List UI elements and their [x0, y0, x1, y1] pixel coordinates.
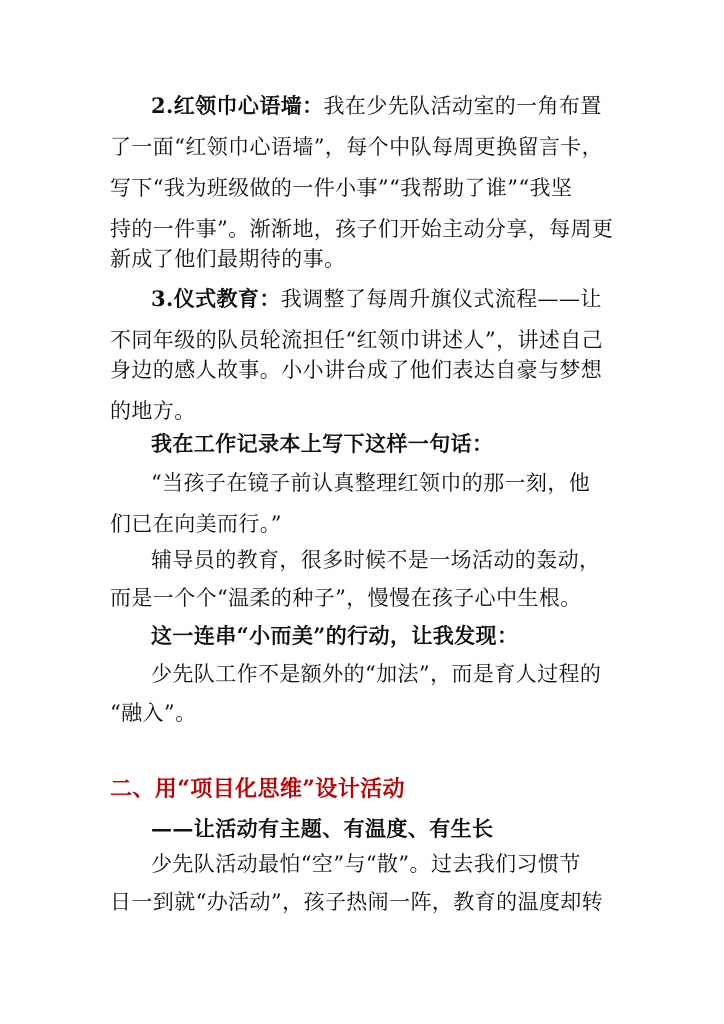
paragraph-line: 持的一件事”。渐渐地，孩子们开始主动分享，每周更 [110, 217, 614, 241]
paragraph-line: 日一到就“办活动”，孩子热闹一阵，教育的温度却转 [110, 890, 604, 914]
paragraph-line: 的地方。 [110, 399, 196, 423]
emphasis-line: 这一连串“小而美”的行动，让我发现： [151, 623, 519, 648]
paragraph-line: 少先队活动最怕“空”与“散”。过去我们习惯节 [151, 852, 581, 876]
paragraph-line: 写下“我为班级做的一件小事”“我帮助了谁”“我坚 [110, 176, 573, 200]
paragraph-line: 了一面“红领巾心语墙”，每个中队每周更换留言卡， [110, 135, 604, 159]
emphasis-line: 我在工作记录本上写下这样一句话： [151, 431, 494, 456]
paragraph-line: 少先队工作不是额外的“加法”，而是育人过程的 [151, 662, 602, 686]
paragraph-text: 我在少先队活动室的一角布置 [323, 94, 602, 118]
paragraph-line [151, 285, 621, 313]
section-title: 二、用“项目化思维”设计活动 [110, 776, 405, 802]
paragraph-line: 辅导员的教育，很多时候不是一场活动的轰动， [151, 548, 601, 572]
item-label: 2.红领巾心语墙： [151, 93, 324, 118]
paragraph-line [151, 92, 621, 120]
item-label: 3.仪式教育： [151, 286, 281, 311]
quote-line: 们已在向美而行。” [110, 512, 282, 536]
paragraph-line: “融入”。 [110, 701, 197, 725]
paragraph-line: 不同年级的队员轮流担任“红领巾讲述人”，讲述自己 [110, 328, 604, 352]
paragraph-line: 身边的感人故事。小小讲台成了他们表达自豪与梦想 [110, 358, 603, 382]
section-subtitle: ——让活动有主题、有温度、有生长 [151, 816, 494, 841]
paragraph-line: 新成了他们最期待的事。 [110, 247, 346, 271]
paragraph-text: 我调整了每周升旗仪式流程——让 [280, 287, 602, 311]
paragraph-line: 而是一个个“温柔的种子”，慢慢在孩子心中生根。 [110, 586, 582, 610]
quote-line: “当孩子在镜子前认真整理红领巾的那一刻，他 [151, 471, 591, 495]
